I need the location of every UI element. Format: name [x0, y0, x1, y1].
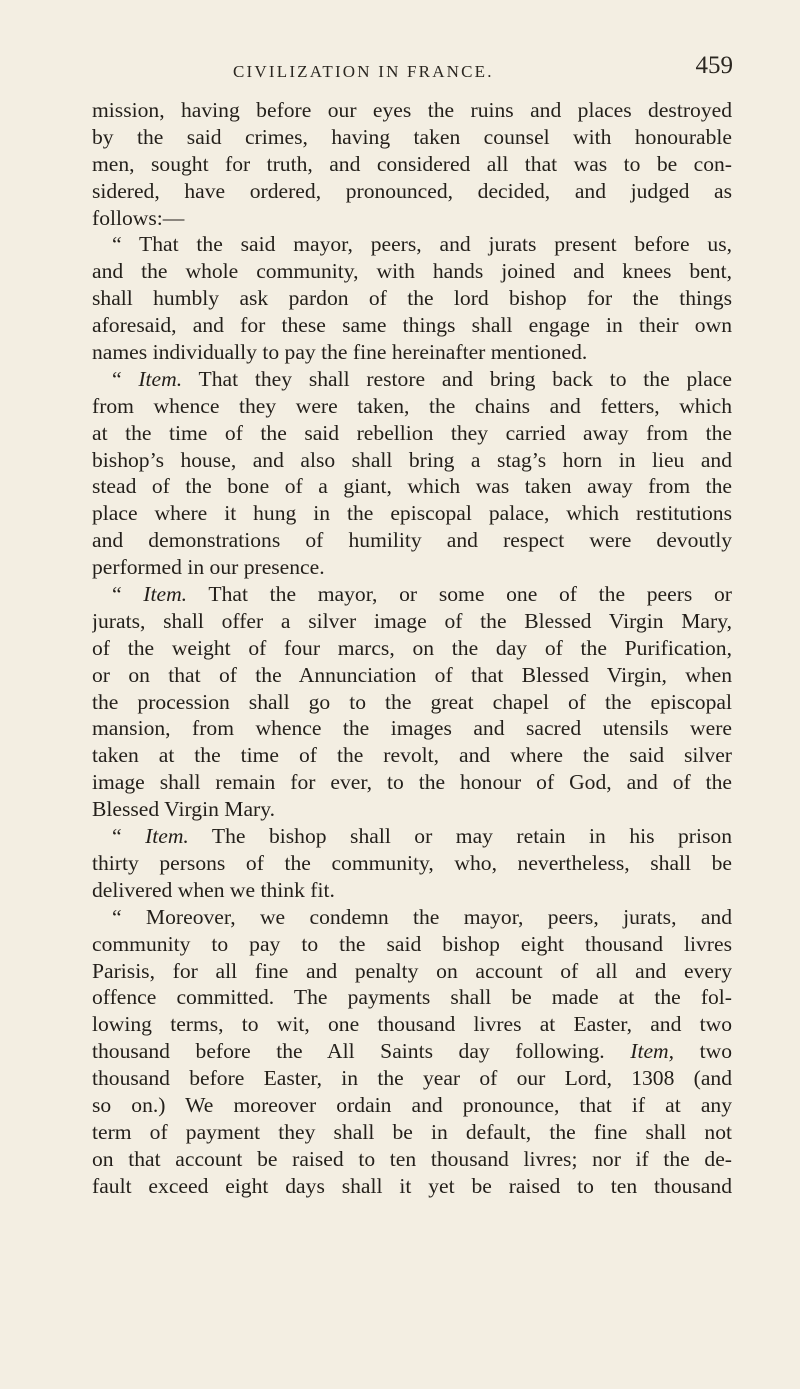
line-text: mission, having before our eyes the ruins and places destroyed: [92, 98, 732, 122]
line-text: the procession shall go to the great chapel of the episcopal: [92, 689, 732, 714]
item-marker: Item,: [630, 1039, 675, 1064]
line-text: lowing terms, to wit, one thousand livres at Easter, and two: [92, 1012, 732, 1037]
line-text: of the weight of four marcs, on the day of the Purification,: [92, 635, 732, 660]
line-text: That the mayor, or some one of the peers or: [187, 582, 732, 607]
line-text: image shall remain for ever, to the honour of God, and of the: [92, 770, 732, 795]
text-line: [92, 1119, 732, 1146]
line-text: and the whole community, with hands joined and knees bent,: [92, 259, 732, 284]
item-marker: Item.: [138, 366, 183, 391]
text-line: [92, 151, 732, 178]
line-text: sidered, have ordered, pronounced, decided, and judged as: [92, 178, 732, 203]
text-line: [92, 205, 732, 232]
page-number: 459: [695, 52, 733, 79]
text-line: [92, 420, 732, 447]
text-line: [92, 904, 732, 931]
line-text: “ That the said mayor, peers, and jurats present before us,: [112, 232, 732, 257]
line-text: performed in our presence.: [92, 555, 325, 580]
line-text: jurats, shall offer a silver image of the Blessed Virgin Mary,: [92, 608, 732, 633]
line-text: mansion, from whence the images and sacred utensils were: [92, 716, 732, 741]
line-text: follows:—: [92, 205, 185, 230]
item-marker: Item.: [143, 582, 188, 607]
text-line: [92, 931, 732, 958]
line-lead: thousand before the All Saints day following.: [92, 1039, 631, 1064]
line-text: delivered when we think fit.: [92, 877, 335, 902]
text-line: [92, 366, 732, 393]
line-text: two: [674, 1039, 732, 1064]
line-text: offence committed. The payments shall be made at the fol-: [92, 985, 732, 1010]
line-text: Blessed Virgin Mary.: [92, 797, 276, 822]
line-text: and demonstrations of humility and respect were devoutly: [92, 528, 732, 553]
line-lead: “: [112, 582, 144, 607]
text-line: [92, 1065, 732, 1092]
text-line: [92, 877, 732, 904]
text-line: [92, 689, 732, 716]
line-text: thirty persons of the community, who, nevertheless, shall be: [92, 850, 732, 875]
line-text: fault exceed eight days shall it yet be raised to ten thousand: [92, 1173, 732, 1198]
text-line: [92, 662, 732, 689]
line-text: shall humbly ask pardon of the lord bishop for the things: [92, 286, 732, 311]
line-text: at the time of the said rebellion they carried away from the: [92, 420, 732, 445]
text-line: [92, 473, 732, 500]
line-text: term of payment they shall be in default, the fine shall not: [92, 1119, 732, 1144]
text-line: [92, 823, 732, 850]
text-line: [92, 285, 732, 312]
text-line: [92, 258, 732, 285]
text-line: [92, 393, 732, 420]
line-text: taken at the time of the revolt, and where the said silver: [92, 743, 732, 768]
text-line: [92, 635, 732, 662]
text-line: [92, 1173, 732, 1200]
line-text: aforesaid, and for these same things shall engage in their own: [92, 313, 732, 338]
line-text: That they shall restore and bring back to the place: [182, 366, 732, 391]
line-text: “ Moreover, we condemn the mayor, peers, jurats, and: [112, 904, 732, 929]
text-line: [92, 742, 732, 769]
text-line: [92, 97, 732, 124]
line-text: community to pay to the said bishop eight thousand livres: [92, 931, 732, 956]
text-line: [92, 581, 732, 608]
text-line: [92, 715, 732, 742]
line-lead: “: [112, 366, 139, 391]
text-line: [92, 124, 732, 151]
line-text: on that account be raised to ten thousand livres; nor if the de-: [92, 1146, 732, 1171]
text-line: [92, 984, 732, 1011]
text-line: [92, 447, 732, 474]
body-text: [92, 97, 732, 1200]
text-line: [92, 178, 732, 205]
running-head: [90, 48, 733, 88]
text-line: [92, 796, 732, 823]
text-line: [92, 769, 732, 796]
text-line: [92, 339, 732, 366]
text-line: [92, 1146, 732, 1173]
running-title: CIVILIZATION IN FRANCE.: [233, 62, 494, 81]
line-text: so on.) We moreover ordain and pronounce, that if at any: [92, 1092, 732, 1117]
text-line: [92, 850, 732, 877]
text-line: [92, 554, 732, 581]
line-text: place where it hung in the episcopal palace, which restitutions: [92, 501, 732, 526]
text-line: [92, 231, 732, 258]
line-text: men, sought for truth, and considered all that was to be con-: [92, 151, 732, 176]
line-text: stead of the bone of a giant, which was taken away from the: [92, 474, 732, 499]
item-marker: Item.: [145, 824, 189, 849]
line-text: or on that of the Annunciation of that Blessed Virgin, when: [92, 662, 732, 687]
text-line: [92, 608, 732, 635]
text-line: [92, 527, 732, 554]
line-text: bishop’s house, and also shall bring a stag’s horn in lieu and: [92, 447, 732, 472]
text-line: [92, 312, 732, 339]
line-text: by the said crimes, having taken counsel with honourable: [92, 124, 732, 149]
line-text: The bishop shall or may retain in his prison: [188, 824, 732, 849]
text-line: [92, 1011, 732, 1038]
text-line: [92, 1092, 732, 1119]
line-text: from whence they were taken, the chains and fetters, which: [92, 393, 732, 418]
text-line: [92, 500, 732, 527]
line-text: thousand before Easter, in the year of our Lord, 1308 (and: [92, 1066, 732, 1091]
line-text: Parisis, for all fine and penalty on account of all and every: [92, 958, 732, 983]
line-text: names individually to pay the fine hereinafter mentioned.: [92, 340, 588, 365]
text-line: [92, 958, 732, 985]
line-lead: “: [112, 824, 146, 849]
text-line: [92, 1038, 732, 1065]
